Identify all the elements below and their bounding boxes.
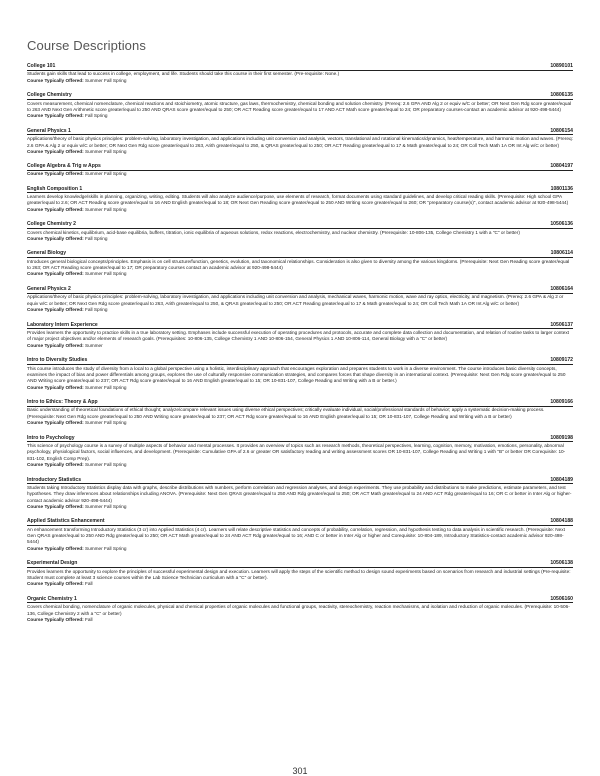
course-entry — [27, 518, 573, 551]
course-description: Provides learners the opportunity to explore the principles of successful experimental design and execution. Learners will apply the steps of the scientific method to design sound experiments based on scenarios from research and industrial settings (Pre-requisite: Student must complete at least 3 science courses within the Lab Science Technician curriculum with a "C" or better). — [27, 568, 571, 580]
course-entry — [27, 286, 573, 313]
course-header — [27, 399, 573, 407]
course-code: 10506160 — [550, 595, 573, 602]
offered-label: Course Typically Offered: — [27, 307, 84, 313]
offered-label: Course Typically Offered: — [27, 461, 84, 467]
course-description: Introduces general biological concepts/principles. Emphasis is on cell structure/function, genetics, evolution, and taxonomical relationships. Consideration is also given to diversity among the various kingdoms. (Prerequisite: Next Gen Reading score greater/equal to 263; OR ACT Reading score greater/equal to 17; OR preparatory courses contact an academic advisor at 920-498-5444) — [27, 258, 570, 271]
course-name: Experimental Design — [27, 560, 78, 567]
course-name: Introductory Statistics — [27, 476, 82, 483]
course-description: Applications/theory of basic physics principles: problem-solving, laboratory investigation, and applications including unit conversion and analysis, vectors, translational and rotational kinematics/dynamics, heat/temperature, and harmonic motion and waves. (Prereq: 2.6 GPA & Alg 2 or equiv w/C or better; OR Next Gen Rdg score greater/equal to 263, Arith greater/equal to 250, & QRAS greater/equal to 250; OR ACT Reading greater/equal to 17 & Math greater/equal to 24; OR Coll Tech Math 1A OR Int Alg w/C or better) — [27, 136, 573, 148]
course-header — [27, 63, 573, 71]
course-entry — [27, 128, 573, 155]
course-offered — [27, 343, 573, 349]
course-header — [27, 186, 573, 194]
course-name: College Chemistry 2 — [27, 221, 76, 228]
course-offered — [27, 149, 573, 155]
offered-label: Course Typically Offered: — [27, 206, 84, 212]
course-code: 10506138 — [550, 560, 573, 567]
offered-terms: Summer Fall Spring — [85, 503, 127, 509]
course-offered — [27, 113, 573, 119]
course-offered — [27, 236, 573, 242]
course-description: This science of psychology course is a survey of multiple aspects of behavior and mental processes. It provides an overview of topics such as research methods, theoretical perspectives, learning, cognition, memory, motivation, emotions, personality, abnormal psychology, physiological factors, social influences, and development. (Prerequisite: Cumulative GPA of 2.6 or greater OR satisfactory reading and writing assessment scores OR 10-831-107, College Reading and Writing 1 with "B" or better OR Corequisite: 10-831-102, English Comp Prep). — [27, 443, 566, 461]
course-code: 10506137 — [550, 321, 573, 328]
course-header — [27, 560, 573, 568]
course-name: Organic Chemistry 1 — [27, 595, 77, 602]
course-offered — [27, 504, 573, 510]
course-entry — [27, 221, 573, 242]
course-description: Covers measurement, chemical nomenclature, chemical reactions and stoichiometry, atomic structure, gas laws, thermochemistry, chemical bonding and solution chemistry. (Prereq: 2.6 GPA AND Alg 2 or equiv w/C or better; OR Next Gen Rdg score greater/equal to 263 AND Next Gen Arithmetic score greater/equal to 250 AND QRAS score greater/equal to 250; OR ACT Reading score greater/equal to 17 AND ACT Math score greater/equal to 24; OR preparatory courses-contact an academic advisor at 920-498-5444) — [27, 100, 572, 112]
course-offered — [27, 420, 573, 426]
course-header — [27, 286, 573, 294]
offered-label: Course Typically Offered: — [27, 148, 84, 154]
course-code: 10506136 — [550, 221, 573, 228]
course-entry — [27, 596, 573, 623]
course-name: Applied Statistics Enhancement — [27, 518, 105, 525]
course-code: 10804188 — [550, 518, 573, 525]
course-code: 10801136 — [550, 185, 573, 192]
course-entry — [27, 186, 573, 213]
course-entry — [27, 435, 573, 468]
course-list — [27, 63, 573, 623]
course-header — [27, 128, 573, 136]
offered-terms: Summer Fall Spring — [85, 461, 127, 467]
course-header — [27, 163, 573, 171]
course-name: College 101 — [27, 63, 56, 69]
course-offered — [27, 171, 573, 177]
course-entry — [27, 322, 573, 349]
offered-label: Course Typically Offered: — [27, 503, 84, 509]
offered-label: Course Typically Offered: — [27, 342, 84, 348]
offered-label: Course Typically Offered: — [27, 271, 84, 277]
offered-label: Course Typically Offered: — [27, 616, 84, 622]
course-code: 10809198 — [550, 434, 573, 441]
course-description: An enhancement transforming Introductory Statistics (3 cr) into Applied Statistics (4 cr). Learners will relate descriptive statistics and concepts of probability, correlation, regression, and hypothesis testing to data analysis in scientific research. (Prerequisite: Next Gen QRAS greater/equal to 250 AND Rdg greater/equal to 250; OR ACT Math greater/equal to 24 AND ACT Rdg greater/equal to 16; AND C or better in Inter Alg or higher and Corequisite: 10-804-189, Introductory Statistics-contact academic advisor 920-498-5444) — [27, 526, 565, 545]
course-header — [27, 92, 573, 100]
course-description: Covers chemical bonding, nomenclature of organic molecules, physical and chemical properties of organic molecules and functional groups, reactivity, stereochemistry, reaction mechanisms, and isolation and reduction of organic molecules. (Prerequisite: 10-506-136, College Chemistry 2 with a "C" or better) — [27, 604, 570, 616]
course-name: English Composition 1 — [27, 185, 83, 192]
course-offered — [27, 307, 573, 313]
course-header — [27, 477, 573, 485]
course-description: Basic understanding of theoretical foundations of ethical thought; analyze/compare relevant issues using diverse ethical perspectives; critically evaluate individual, social/professional standards of behavior; apply a systematic decision-making process. (Prerequisite: Next Gen Rdg score greater/equal to 250 AND Writing score greater/equal to 237; OR ACT Rdg score greater/equal to 16 AND English greater/equal to 15; OR 10-831-107, College Reading and Writing with a B or better) — [27, 407, 545, 419]
offered-terms: Summer Fall Spring — [85, 420, 127, 426]
offered-label: Course Typically Offered: — [27, 77, 84, 83]
course-header — [27, 221, 573, 229]
course-entry — [27, 92, 573, 119]
offered-label: Course Typically Offered: — [27, 581, 84, 587]
course-header — [27, 435, 573, 443]
course-name: General Physics 2 — [27, 286, 71, 293]
course-header — [27, 596, 573, 604]
course-offered — [27, 78, 573, 84]
course-description: Covers chemical kinetics, equilibrium, acid-base equilibria, buffers, titration, ionic equilibria of aqueous solutions, redox reactions, electrochemistry, and nuclear chemistry. (Prerequisite: 10-806-135, College Chemistry 1 with a "C" or better) — [27, 229, 520, 235]
course-name: Intro to Diversity Studies — [27, 357, 88, 364]
course-entry — [27, 357, 573, 390]
course-entry — [27, 560, 573, 587]
offered-label: Course Typically Offered: — [27, 384, 84, 390]
offered-terms: Fall Spring — [85, 113, 108, 119]
course-entry — [27, 399, 573, 426]
offered-terms: Summer Fall Spring — [85, 171, 127, 177]
course-code: 10809166 — [550, 399, 573, 406]
course-offered — [27, 546, 573, 552]
offered-terms: Summer Fall Spring — [85, 384, 127, 390]
offered-terms: Summer Fall Spring — [85, 77, 127, 83]
page-number: 301 — [292, 766, 308, 776]
offered-label: Course Typically Offered: — [27, 545, 84, 551]
course-code: 10806164 — [550, 286, 573, 293]
course-offered — [27, 581, 573, 587]
course-code: 10804197 — [550, 163, 573, 170]
offered-label: Course Typically Offered: — [27, 171, 84, 177]
course-name: General Physics 1 — [27, 127, 71, 134]
course-offered — [27, 207, 573, 213]
offered-terms: Fall Spring — [85, 307, 108, 313]
course-description: Applications/theory of basic physics principles: problem-solving, laboratory investigation, and applications including unit conversion and analysis, mechanical waves, harmonic motion, wave and ray optics, electricity, and magnetism. (Prereq: 2.6 GPA & Alg 2 or equiv w/C or better; OR Next Gen Rdg score greater/equal to 263, Arith greater/equal to 250, & QRAS greater/equal to 250; OR ACT Reading greater/equal to 17 & Math greater/equal to 24; OR Coll Tech Math 1A OR Int Alg w/C or better) — [27, 294, 564, 306]
course-name: Laboratory Intern Experience — [27, 321, 98, 328]
offered-terms: Summer Fall Spring — [85, 545, 127, 551]
offered-terms: Fall — [85, 616, 93, 622]
course-offered — [27, 385, 573, 391]
course-code: 10890101 — [550, 63, 573, 69]
course-description: Provides learners the opportunity to practice skills in a true laboratory setting. Emphases include successful execution of operating procedures and protocols, accurate and complete data collection and documentation, and relation of routine tasks to larger context of major project objectives and/or elements of research goals. (Prerequisites: 10-806-135, College Chemistry 1 AND 10-806-154, General Physics 1 AND 10-806-114, General Biology with a "C" or better) — [27, 330, 569, 342]
course-name: Intro to Psychology — [27, 434, 75, 441]
page-title: Course Descriptions — [27, 38, 146, 53]
course-header — [27, 322, 573, 330]
course-description: Students gain skills that lead to success in college, employment, and life. Students should take this course in their first semester. (Pre-requisite: None.) — [27, 71, 340, 77]
course-entry — [27, 163, 573, 177]
course-name: College Chemistry — [27, 92, 72, 99]
offered-terms: Summer Fall Spring — [85, 206, 127, 212]
offered-label: Course Typically Offered: — [27, 420, 84, 426]
course-entry — [27, 477, 573, 510]
course-header — [27, 357, 573, 365]
offered-label: Course Typically Offered: — [27, 235, 84, 241]
course-code: 10806135 — [550, 92, 573, 99]
course-offered — [27, 462, 573, 468]
offered-terms: Summer Fall Spring — [85, 271, 127, 277]
course-entry — [27, 250, 573, 277]
course-header — [27, 518, 573, 526]
course-header — [27, 250, 573, 258]
offered-terms: Fall Spring — [85, 235, 108, 241]
course-description: This course introduces the study of diversity from a local to a global perspective using a holistic, interdisciplinary approach that encourages exploration and prepares students to work in a diverse environment. The course introduces basic diversity concepts, examines the impact of bias and power differentials among groups, explores the use of culturally responsive communication strategies, and compares forces that shape diversity in an international context. (Prerequisite: Next Gen Rdg score greater/equal to 250 AND Writing score greater/equal to 237; OR ACT Rdg score greater/equal to 16 AND English greater/equal to 15; OR 10-831-107, College Reading and Writing with a B or better.) — [27, 365, 566, 384]
course-description: Students taking Introductory Statistics display data with graphs, describe distributions with numbers, perform correlation and regression analyses, and design experiments. They use probability and distributions to make predictions, estimate parameters, and test hypotheses. They draw inferences about relationships including ANOVA. (Prerequisite: Next Gen QRAS greater/equal to 250 AND Rdg greater/equal to 250; OR ACT Math greater/equal to 24 AND ACT Rdg greater/equal to 16; OR C or better in Inter Alg or higher-contact academic advisor 920-498-5444) — [27, 484, 572, 503]
offered-terms: Summer — [85, 342, 103, 348]
course-name: General Biology — [27, 250, 67, 257]
offered-label: Course Typically Offered: — [27, 113, 84, 119]
offered-terms: Summer Fall Spring — [85, 148, 127, 154]
course-offered — [27, 271, 573, 277]
course-offered — [27, 617, 573, 623]
course-code: 10806114 — [550, 250, 573, 257]
course-description: Learners develop knowledge/skills in planning, organizing, writing, editing. Students will also analyze audience/purpose, use elements of research, format documents using standard guidelines, and develop critical reading skills. (Prerequisite: High school GPA greater/equal to 2.6; OR ACT Reading score greater/equal to 16 AND English greater/equal to 18; OR Next Gen Reading score greater/equal to 250 AND Writing score greater/equal to 260; OR "preparatory course(s)", contact academic advisor at 920-498-5444) — [27, 194, 569, 206]
course-name: Intro to Ethics: Theory & App — [27, 399, 98, 406]
course-entry — [27, 63, 573, 84]
course-code: 10806154 — [550, 127, 573, 134]
course-code: 10804189 — [550, 476, 573, 483]
course-name: College Algebra & Trig w Apps — [27, 163, 101, 170]
offered-terms: Fall — [85, 581, 93, 587]
course-code: 10809172 — [550, 357, 573, 364]
